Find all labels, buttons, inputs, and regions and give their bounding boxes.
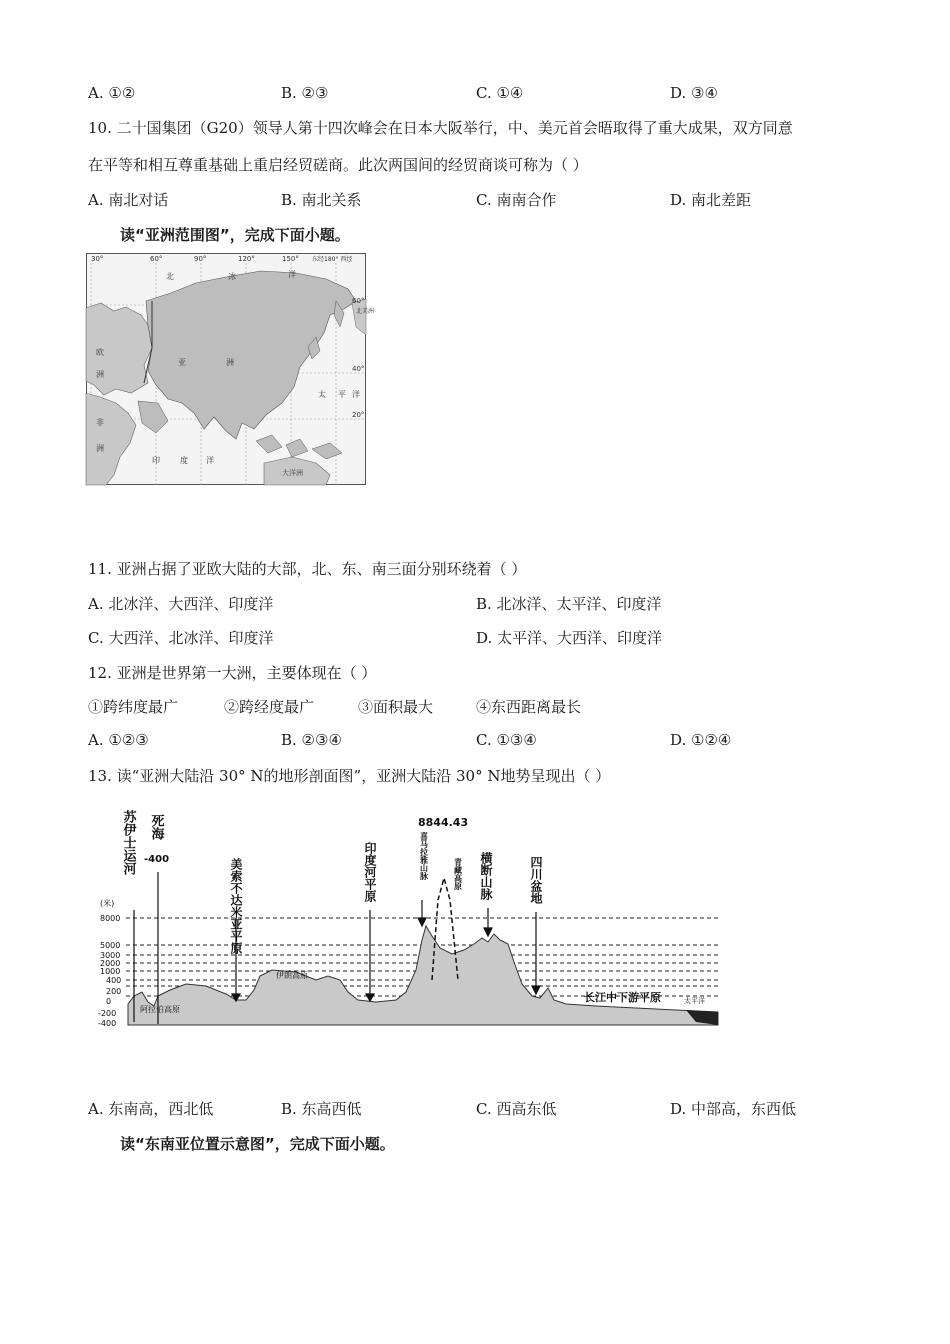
ytick-3000: 3000 <box>100 951 121 960</box>
q9-option-d: D. ③④ <box>670 84 718 102</box>
q12-item-1: ①跨纬度最广 <box>88 698 179 716</box>
q13-stem: 13. 读“亚洲大陆沿 30° N的地形剖面图”，亚洲大陆沿 30° N地势呈现出（ ） <box>88 767 611 785</box>
map-label-bei: 北 <box>166 272 174 281</box>
map-label-yin: 印 <box>152 456 160 465</box>
map-label-oceania: 大洋洲 <box>282 469 303 477</box>
asia-map-figure <box>86 253 375 485</box>
terrain-profile-figure <box>96 800 726 1040</box>
q12-option-a: A. ①②③ <box>88 731 149 749</box>
label-iran: 伊朗高原 <box>276 971 308 980</box>
terrain-profile <box>96 800 726 1040</box>
map-lon-180: 东经180° 西经 <box>312 256 353 263</box>
q11-option-c: C. 大西洋、北冰洋、印度洋 <box>88 629 274 647</box>
q12-option-c: C. ①③④ <box>476 731 537 749</box>
ytick-minus400: -400 <box>98 1019 117 1028</box>
asia-map <box>86 253 375 485</box>
q9-option-c: C. ①④ <box>476 84 524 102</box>
map-label-zhou2: 洲 <box>226 358 234 367</box>
label-himalaya: 喜马拉雅山脉 <box>419 832 429 880</box>
q13-option-d: D. 中部高，东西低 <box>670 1100 797 1118</box>
map-label-yang3: 洋 <box>206 456 214 465</box>
label-peak: 8844.43 <box>418 816 469 829</box>
map-label-bing: 冰 <box>228 272 236 281</box>
ytick-5000: 5000 <box>100 941 121 950</box>
q10-option-c: C. 南南合作 <box>476 191 557 209</box>
q13-option-a: A. 东南高，西北低 <box>88 1100 214 1118</box>
map-intro: 读“亚洲范围图”，完成下面小题。 <box>120 226 350 244</box>
map-label-yang1: 洋 <box>288 270 296 279</box>
q12-item-3: ③面积最大 <box>358 698 434 716</box>
map-lat-40: 40° <box>352 365 365 373</box>
ytick-1000: 1000 <box>100 967 121 976</box>
map-label-ping: 平 <box>338 390 346 399</box>
label-mesopotamia: 美索不达米亚平原 <box>229 858 243 954</box>
label-arabian: 阿拉伯高原 <box>140 1005 180 1014</box>
ytick-400: 400 <box>106 976 122 985</box>
label-pacific: 太平洋 <box>684 997 705 1005</box>
q10-option-b: B. 南北关系 <box>281 191 362 209</box>
map-lon-90: 90° <box>194 255 207 263</box>
map-lon-60: 60° <box>150 255 163 263</box>
q12-item-2: ②跨经度最广 <box>224 698 315 716</box>
map-label-north-america: 北美洲 <box>356 308 375 315</box>
label-yangtze: 长江中下游平原 <box>584 991 661 1004</box>
label-hengduan: 横断山脉 <box>479 852 493 900</box>
q9-option-b: B. ②③ <box>281 84 329 102</box>
map-label-zhou1: 洲 <box>96 370 104 379</box>
q11-option-a: A. 北冰洋、大西洋、印度洋 <box>88 595 274 613</box>
map-lat-20: 20° <box>352 411 365 419</box>
label-sichuan: 四川盆地 <box>529 856 543 904</box>
ytick-200: 200 <box>106 987 122 996</box>
map-label-tai: 太 <box>318 390 326 399</box>
q10-stem-line2: 在平等和相互尊重基础上重启经贸磋商。此次两国间的经贸商谈可称为（ ） <box>88 156 588 174</box>
label-qinghai-tibet: 青藏高原 <box>453 858 463 890</box>
ytick-8000: 8000 <box>100 914 121 923</box>
q12-option-d: D. ①②④ <box>670 731 732 749</box>
label-dead-sea-value: -400 <box>144 854 170 865</box>
map-label-yang2: 洋 <box>352 390 360 399</box>
map-label-fei: 非 <box>96 418 104 427</box>
label-indus: 印度河平原 <box>363 842 377 902</box>
map-label-ou: 欧 <box>96 348 104 357</box>
q13-option-b: B. 东高西低 <box>281 1100 362 1118</box>
sea-intro: 读“东南亚位置示意图”，完成下面小题。 <box>120 1135 395 1153</box>
q10-stem-line1: 10. 二十国集团（G20）领导人第十四次峰会在日本大阪举行，中、美元首会晤取得了重大成果，双方同意 <box>88 119 793 137</box>
ytick-2000: 2000 <box>100 959 121 968</box>
map-lon-120: 120° <box>238 255 255 263</box>
map-label-zhou3: 洲 <box>96 444 104 453</box>
profile-unit: (米) <box>100 899 115 908</box>
q12-stem: 12. 亚洲是世界第一大洲，主要体现在（ ） <box>88 664 377 682</box>
q11-option-d: D. 太平洋、大西洋、印度洋 <box>476 629 663 647</box>
map-lon-150: 150° <box>282 255 299 263</box>
q12-item-4: ④东西距离最长 <box>476 698 582 716</box>
q13-option-c: C. 西高东低 <box>476 1100 557 1118</box>
q10-option-a: A. 南北对话 <box>88 191 169 209</box>
map-lon-30: 30° <box>91 255 104 263</box>
q12-option-b: B. ②③④ <box>281 731 342 749</box>
map-label-ya: 亚 <box>178 358 186 367</box>
ytick-minus200: -200 <box>98 1009 117 1018</box>
q11-stem: 11. 亚洲占据了亚欧大陆的大部，北、东、南三面分别环绕着（ ） <box>88 560 527 578</box>
q9-option-a: A. ①② <box>88 84 136 102</box>
map-lat-60: 60° <box>352 297 365 305</box>
q11-option-b: B. 北冰洋、太平洋、印度洋 <box>476 595 662 613</box>
map-label-du: 度 <box>180 456 188 465</box>
label-dead-sea: 死海 <box>148 814 164 840</box>
q10-option-d: D. 南北差距 <box>670 191 752 209</box>
label-suez: 苏伊士运河 <box>120 810 136 875</box>
ytick-0: 0 <box>106 997 112 1006</box>
